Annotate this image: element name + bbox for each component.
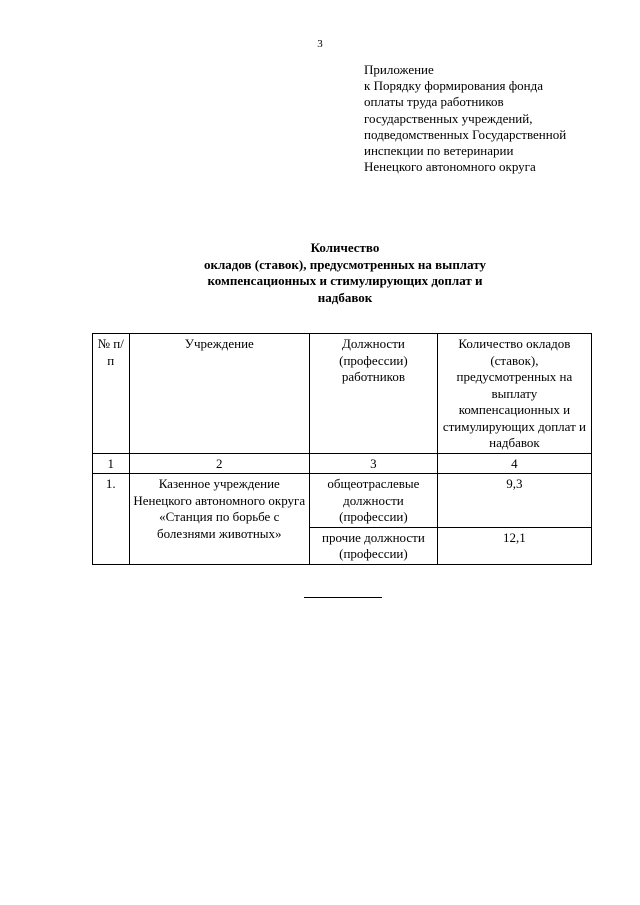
appendix-line: Приложение <box>364 62 434 77</box>
title-line: компенсационных и стимулирующих доплат и <box>207 273 483 288</box>
table-header-row <box>93 334 592 454</box>
appendix-line: к Порядку формирования фонда <box>364 78 543 94</box>
page-number: 3 <box>317 38 323 50</box>
column-number: 2 <box>129 453 310 474</box>
header-number: № п/п <box>93 334 130 454</box>
title-line: Количество <box>310 240 380 255</box>
table-row <box>93 474 592 528</box>
title-line: окладов (ставок), предусмотренных на выплату <box>204 256 486 272</box>
column-number: 4 <box>437 453 591 474</box>
appendix-line: государственных учреждений, <box>364 110 533 126</box>
column-number: 3 <box>310 453 438 474</box>
header-institution: Учреждение <box>129 334 310 454</box>
closing-divider-line <box>304 597 382 598</box>
row-rates-count: 12,1 <box>437 527 591 564</box>
row-position-name: общеотраслевые должности (профессии) <box>310 474 438 528</box>
appendix-line: подведомственных Государственной <box>364 126 567 142</box>
column-number: 1 <box>93 453 130 474</box>
appendix-line: оплаты труда работников <box>364 94 504 110</box>
header-positions: Должности (профессии) работников <box>310 334 438 454</box>
title-line: надбавок <box>317 289 373 305</box>
header-rates-count: Количество окладов (ставок), предусмотренных на выплату компенсационных и стимулирующих доплат и надбавок <box>437 334 591 454</box>
row-number: 1. <box>93 474 130 565</box>
staff-rates-table <box>92 333 592 565</box>
appendix-line: Ненецкого автономного округа <box>364 159 536 175</box>
appendix-line: инспекции по ветеринарии <box>364 143 514 159</box>
row-rates-count: 9,3 <box>437 474 591 528</box>
row-position-name: прочие должности (профессии) <box>310 527 438 564</box>
table-column-numbers-row <box>93 453 592 474</box>
row-institution: Казенное учреждение Ненецкого автономного округа «Станция по борьбе с болезнями животных» <box>129 474 310 565</box>
appendix-note <box>364 62 634 175</box>
document-title <box>150 240 540 306</box>
